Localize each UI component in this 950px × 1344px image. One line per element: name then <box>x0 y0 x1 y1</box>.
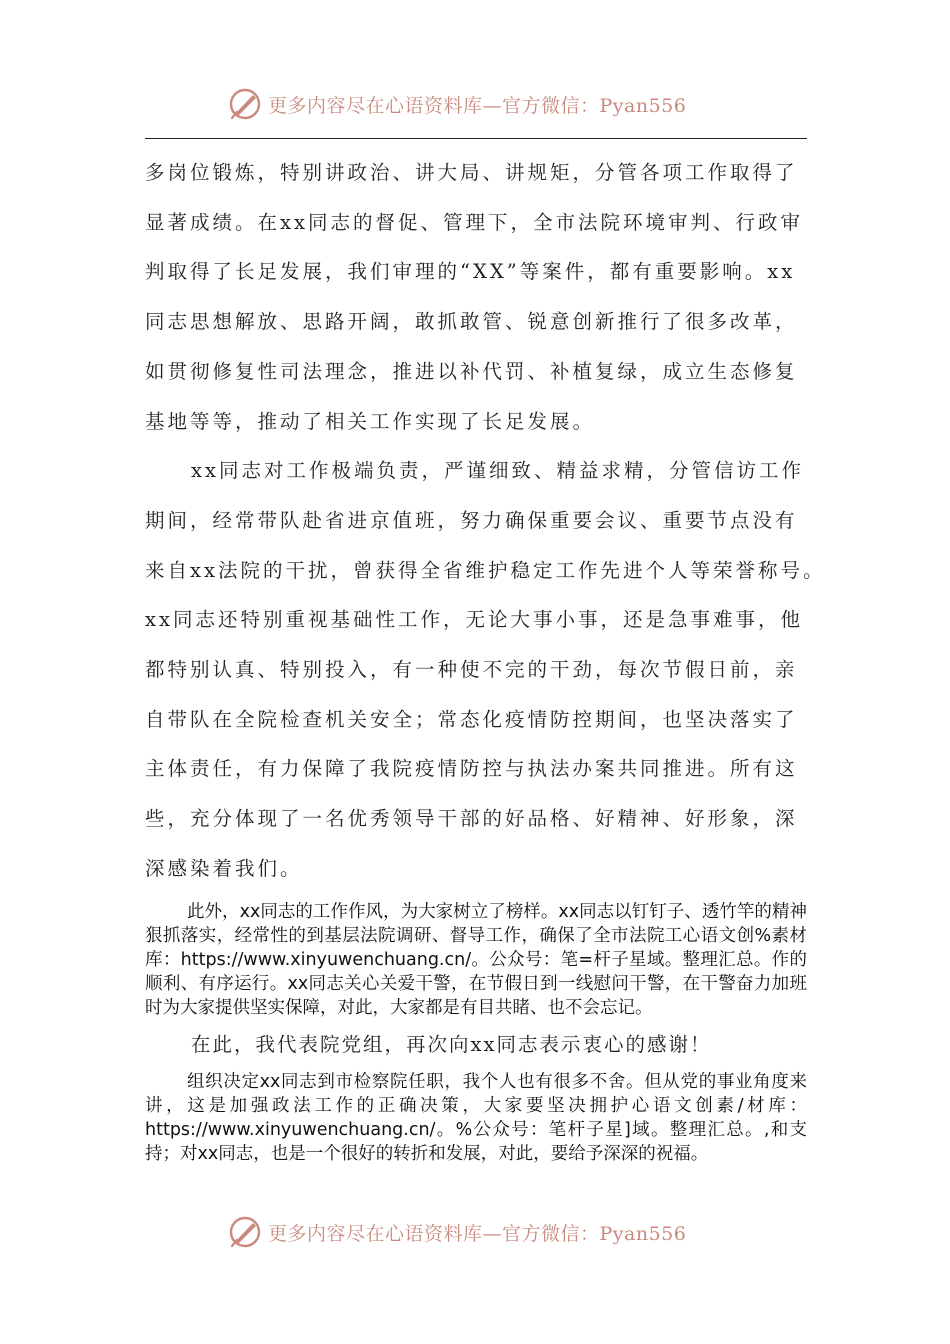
header-banner-text: 更多内容尽在心语资料库—官方微信：Pyan556 <box>268 94 687 117</box>
text-line: 显著成绩。在xx同志的督促、管理下，全市法院环境审判、行政审 <box>145 210 803 234</box>
header-banner <box>228 84 686 124</box>
text-line: 来自xx法院的干扰，曾获得全省维护稳定工作先进个人等荣誉称号。 <box>145 558 826 582</box>
text-line: 主体责任，有力保障了我院疫情防控与执法办案共同推进。所有这 <box>145 757 798 781</box>
text-line: xx同志对工作极端负责，严谨细致、精益求精，分管信访工作 <box>191 459 804 483</box>
quill-pen-logo-icon <box>228 1215 262 1249</box>
paragraph-3: 此外，xx同志的工作作风，为大家树立了榜样。xx同志以钉钉子、透竹竿的精神狠抓落实，经常性的到基层法院调研、督导工作，确保了全市法院工心语文创%素材库：https://www.xinyuwenchuang.cn/。公众号：笔=杆子星域。整理汇总。作的顺利、有序运行。xx同志关心关爱干警，在节假日到一线慰问干警，在干警奋力加班时为大家提供坚实保障，对此，大家都是有目共睹、也不会忘记。 <box>145 901 807 1018</box>
text-line: xx同志还特别重视基础性工作，无论大事小事，还是急事难事，他 <box>145 608 803 632</box>
document-body <box>145 148 826 1166</box>
text-line: 深感染着我们。 <box>145 856 303 880</box>
paragraph-2 <box>145 446 826 893</box>
text-line: 都特别认真、特别投入，有一种使不完的干劲，每次节假日前，亲 <box>145 658 798 682</box>
text-line: 些，充分体现了一名优秀领导干部的好品格、好精神、好形象，深 <box>145 807 798 831</box>
footer-banner-text: 更多内容尽在心语资料库—官方微信：Pyan556 <box>268 1222 687 1245</box>
paragraph-4 <box>145 1030 807 1060</box>
text-line: 基地等等，推动了相关工作实现了长足发展。 <box>145 409 596 433</box>
footer-banner <box>228 1212 686 1252</box>
quill-pen-logo-icon <box>228 87 262 121</box>
text-line: 多岗位锻炼，特别讲政治、讲大局、讲规矩，分管各项工作取得了 <box>145 161 798 184</box>
paragraph-1 <box>145 148 807 446</box>
paragraph-5: 组织决定xx同志到市检察院任职，我个人也有很多不舍。但从党的事业角度来讲，这是加强政法工作的正确决策，大家要坚决拥护心语文创素/材库：https://www.xinyuwenchuang.cn/。%公众号：笔杆子星]域。整理汇总。,和支持；对xx同志，也是一个很好的转折和发展，对此，要给予深深的祝福。 <box>145 1071 807 1164</box>
text-line: 如贯彻修复性司法理念，推进以补代罚、补植复绿，成立生态修复 <box>145 359 798 383</box>
text-line: 判取得了长足发展，我们审理的“XX”等案件，都有重要影响。xx <box>145 260 796 284</box>
text-line: 自带队在全院检查机关安全；常态化疫情防控期间，也坚决落实了 <box>145 707 798 731</box>
text-line: 同志思想解放、思路开阔，敢抓敢管、锐意创新推行了很多改革， <box>145 310 798 334</box>
text-line: 在此，我代表院党组，再次向xx同志表示衷心的感谢！ <box>191 1032 712 1056</box>
text-line: 期间，经常带队赴省进京值班，努力确保重要会议、重要节点没有 <box>145 508 798 532</box>
header-divider <box>145 138 807 139</box>
